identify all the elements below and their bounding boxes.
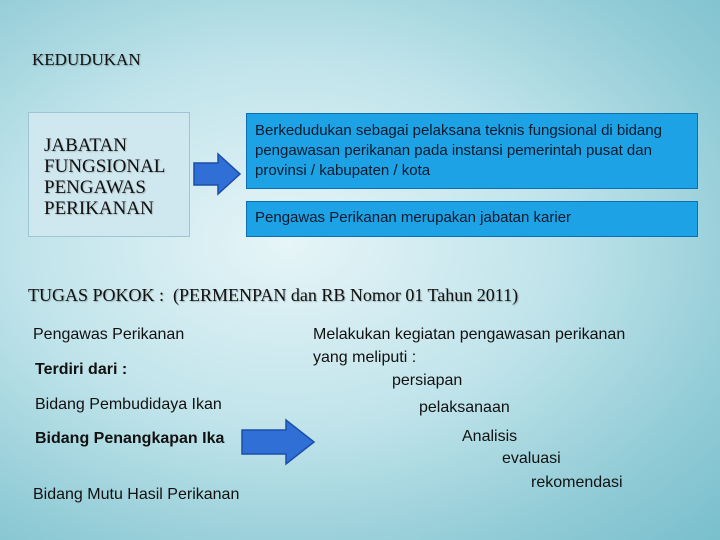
kegiatan-rekomendasi: rekomendasi [531,474,623,491]
kegiatan-evaluasi: evaluasi [502,450,561,467]
kegiatan-line1: Melakukan kegiatan pengawasan perikanan [313,326,626,343]
pengawas-perikanan-label: Pengawas Perikanan [33,326,185,343]
kegiatan-persiapan: persiapan [392,372,463,389]
tugas-pokok-title: TUGAS POKOK : (PERMENPAN dan RB Nomor 01 Tahun 2011) [28,285,519,305]
kedudukan-box-text: Berkedudukan sebagai pelaksana teknis fungsional di bidang pengawasan perikanan pada instansi pemerintah pusat dan provinsi / kabupaten / kota [255,122,662,179]
kegiatan-analisis: Analisis [462,428,518,445]
kegiatan-line2: yang meliputi : [313,349,417,366]
terdiri-dari-label: Terdiri dari : [35,361,128,378]
karier-box-text: Pengawas Perikanan merupakan jabatan karier [255,209,572,226]
right-arrow-icon [192,152,242,196]
bidang-penangkapan-label: Bidang Penangkapan Ika [35,430,225,447]
bidang-pembudidaya-label: Bidang Pembudidaya Ikan [35,396,222,413]
kedudukan-title: KEDUDUKAN [32,50,141,69]
bidang-mutu-label: Bidang Mutu Hasil Perikanan [33,486,240,503]
right-arrow-icon [240,418,316,466]
jabatan-label: JABATAN FUNGSIONAL PENGAWAS PERIKANAN [44,135,166,219]
kegiatan-pelaksanaan: pelaksanaan [419,399,510,416]
